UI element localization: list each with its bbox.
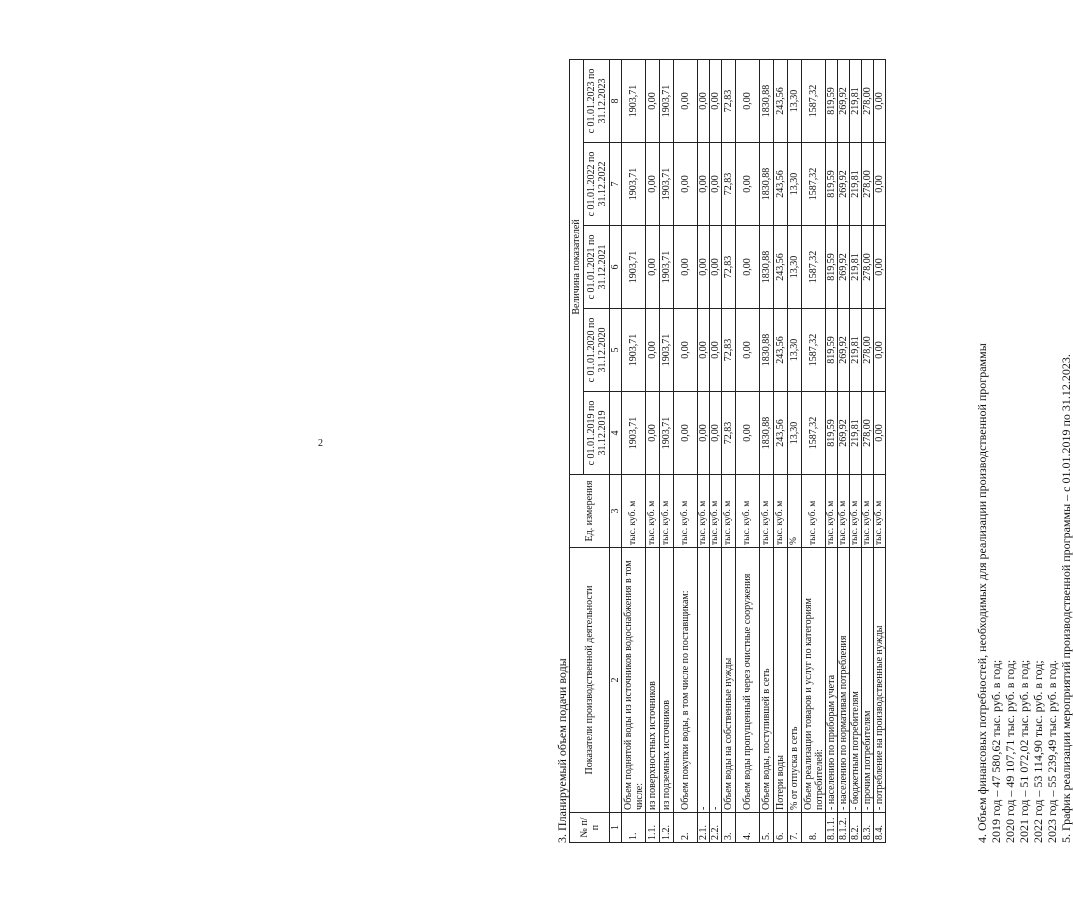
- finance-year-line: 2019 год – 47 580,62 тыс. руб. в год;: [989, 659, 1003, 843]
- row-value: 0,00: [646, 392, 660, 475]
- table-row: [838, 59, 850, 842]
- row-value: 278,00: [862, 143, 874, 226]
- row-value: 0,00: [874, 309, 886, 392]
- row-value: 0,00: [646, 143, 660, 226]
- row-unit: тыс. куб. м: [660, 475, 674, 548]
- row-value: 0,00: [736, 309, 760, 392]
- row-indicator: Объем воды, поступившей в сеть: [760, 548, 774, 813]
- row-value: 72,83: [722, 226, 736, 309]
- row-value: 269,92: [838, 392, 850, 475]
- row-value: 219,81: [850, 226, 862, 309]
- finance-year-line: 2020 год – 49 107,71 тыс. руб. в год;: [1003, 659, 1017, 843]
- header-value: Величина показателей: [570, 59, 584, 474]
- row-value: 269,92: [838, 309, 850, 392]
- row-unit: %: [788, 475, 802, 548]
- row-unit: тыс. куб. м: [838, 475, 850, 548]
- row-value: 0,00: [674, 392, 698, 475]
- row-value: 0,00: [710, 226, 722, 309]
- row-value: 1587,32: [802, 59, 826, 142]
- row-value: 278,00: [862, 226, 874, 309]
- row-number: 2.: [674, 813, 698, 843]
- row-value: 0,00: [674, 309, 698, 392]
- row-value: 0,00: [874, 226, 886, 309]
- column-index: 6: [610, 226, 622, 309]
- header-period: с 01.01.2019 по 31.12.2019: [584, 392, 610, 475]
- row-value: 0,00: [736, 392, 760, 475]
- row-value: 219,81: [850, 59, 862, 142]
- row-value: 0,00: [874, 143, 886, 226]
- row-value: 0,00: [710, 392, 722, 475]
- table-row: [760, 59, 774, 842]
- table-row: [622, 59, 646, 842]
- rotated-page-content: [555, 60, 1073, 843]
- header-period: с 01.01.2022 по 31.12.2022: [584, 143, 610, 226]
- row-number: 8.4.: [874, 813, 886, 843]
- finance-year-line: 2021 год – 51 072,02 тыс. руб. в год;: [1017, 659, 1031, 843]
- row-number: 7.: [788, 813, 802, 843]
- row-value: 13,30: [788, 59, 802, 142]
- row-unit: тыс. куб. м: [826, 475, 838, 548]
- row-value: 1903,71: [622, 59, 646, 142]
- notes-block: [975, 60, 1073, 843]
- row-value: 72,83: [722, 392, 736, 475]
- row-value: 72,83: [722, 309, 736, 392]
- row-value: 1587,32: [802, 309, 826, 392]
- row-indicator: -: [710, 548, 722, 813]
- section-5-title: 5. График реализации мероприятий производственной программы – с 01.01.2019 по 31.12.2023.: [1059, 354, 1073, 843]
- column-index: 5: [610, 309, 622, 392]
- row-value: 1903,71: [622, 309, 646, 392]
- table-row: [722, 59, 736, 842]
- row-value: 0,00: [674, 226, 698, 309]
- row-indicator: - бюджетным потребителям: [850, 548, 862, 813]
- row-value: 219,81: [850, 392, 862, 475]
- row-value: 1903,71: [660, 143, 674, 226]
- row-number: 2.2.: [710, 813, 722, 843]
- row-value: 0,00: [698, 59, 710, 142]
- column-index: 8: [610, 59, 622, 142]
- row-value: 1903,71: [622, 392, 646, 475]
- row-value: 1830,88: [760, 59, 774, 142]
- row-indicator: - потребление на производственные нужды: [874, 548, 886, 813]
- row-number: 8.2.: [850, 813, 862, 843]
- row-value: 0,00: [874, 392, 886, 475]
- row-unit: тыс. куб. м: [722, 475, 736, 548]
- page-number: 2: [318, 438, 323, 449]
- row-value: 13,30: [788, 392, 802, 475]
- row-unit: тыс. куб. м: [646, 475, 660, 548]
- table-row: [850, 59, 862, 842]
- row-value: 269,92: [838, 226, 850, 309]
- row-value: 1903,71: [660, 309, 674, 392]
- column-index: 7: [610, 143, 622, 226]
- row-value: 0,00: [698, 309, 710, 392]
- row-value: 219,81: [850, 143, 862, 226]
- row-value: 278,00: [862, 59, 874, 142]
- row-value: 13,30: [788, 143, 802, 226]
- row-value: 72,83: [722, 59, 736, 142]
- column-index: 2: [610, 548, 622, 813]
- row-unit: тыс. куб. м: [874, 475, 886, 548]
- finance-year-line: 2023 год – 55 239,49 тыс. руб. в год.: [1045, 660, 1059, 843]
- row-number: 8.1.2.: [838, 813, 850, 843]
- row-unit: тыс. куб. м: [736, 475, 760, 548]
- row-value: 269,92: [838, 143, 850, 226]
- water-supply-table: [569, 59, 886, 843]
- row-indicator: - населению по нормативам потребления: [838, 548, 850, 813]
- column-index: 4: [610, 392, 622, 475]
- row-value: 0,00: [710, 59, 722, 142]
- row-value: 219,81: [850, 309, 862, 392]
- row-number: 4.: [736, 813, 760, 843]
- row-value: 1830,88: [760, 143, 774, 226]
- row-value: 819,59: [826, 309, 838, 392]
- table-row: [646, 59, 660, 842]
- row-value: 243,56: [774, 143, 788, 226]
- table-row: [674, 59, 698, 842]
- row-indicator: Объем покупки воды, в том числе по поставщикам:: [674, 548, 698, 813]
- header-no: № п/п: [570, 813, 610, 843]
- row-number: 8.: [802, 813, 826, 843]
- row-value: 0,00: [736, 143, 760, 226]
- table-row: [874, 59, 886, 842]
- row-value: 819,59: [826, 59, 838, 142]
- row-value: 278,00: [862, 309, 874, 392]
- row-value: 0,00: [698, 143, 710, 226]
- table-row: [710, 59, 722, 842]
- header-period: с 01.01.2020 по 31.12.2020: [584, 309, 610, 392]
- row-value: 819,59: [826, 392, 838, 475]
- row-indicator: из подземных источников: [660, 548, 674, 813]
- row-indicator: % от отпуска в сеть: [788, 548, 802, 813]
- row-value: 1903,71: [660, 59, 674, 142]
- row-number: 1.2.: [660, 813, 674, 843]
- row-value: 1903,71: [660, 226, 674, 309]
- section-4-title: 4. Объем финансовых потребностей, необходимых для реализации производственной программы: [975, 343, 989, 843]
- row-value: 0,00: [646, 309, 660, 392]
- row-unit: тыс. куб. м: [862, 475, 874, 548]
- row-value: 1830,88: [760, 226, 774, 309]
- table-row: [736, 59, 760, 842]
- row-value: 819,59: [826, 226, 838, 309]
- row-value: 819,59: [826, 143, 838, 226]
- row-number: 2.1.: [698, 813, 710, 843]
- row-value: 13,30: [788, 309, 802, 392]
- row-unit: тыс. куб. м: [850, 475, 862, 548]
- row-value: 0,00: [874, 59, 886, 142]
- row-value: 0,00: [710, 309, 722, 392]
- row-value: 1903,71: [622, 143, 646, 226]
- row-value: 0,00: [736, 226, 760, 309]
- row-value: 243,56: [774, 59, 788, 142]
- row-indicator: Объем реализации товаров и услуг по категориям потребителей:: [802, 548, 826, 813]
- row-indicator: - прочим потребителям: [862, 548, 874, 813]
- row-value: 0,00: [698, 392, 710, 475]
- row-value: 0,00: [710, 143, 722, 226]
- row-number: 8.3.: [862, 813, 874, 843]
- table-row: [788, 59, 802, 842]
- row-value: 0,00: [646, 59, 660, 142]
- column-index-row: [610, 59, 622, 842]
- row-value: 1587,32: [802, 143, 826, 226]
- table-row: [802, 59, 826, 842]
- column-index: 3: [610, 475, 622, 548]
- header-period: с 01.01.2023 по 31.12.2023: [584, 59, 610, 142]
- row-unit: тыс. куб. м: [674, 475, 698, 548]
- row-value: 1830,88: [760, 392, 774, 475]
- row-indicator: из поверхностных источников: [646, 548, 660, 813]
- row-value: 72,83: [722, 143, 736, 226]
- row-value: 243,56: [774, 392, 788, 475]
- row-unit: тыс. куб. м: [760, 475, 774, 548]
- row-value: 1903,71: [622, 226, 646, 309]
- section-3-title: 3. Планируемый объем подачи воды: [555, 658, 569, 843]
- column-index: 1: [610, 813, 622, 843]
- row-value: 0,00: [674, 59, 698, 142]
- row-unit: тыс. куб. м: [698, 475, 710, 548]
- row-value: 243,56: [774, 226, 788, 309]
- row-number: 5.: [760, 813, 774, 843]
- row-value: 1830,88: [760, 309, 774, 392]
- table-row: [862, 59, 874, 842]
- header-unit: Ед. измерения: [570, 475, 610, 548]
- row-value: 1587,32: [802, 226, 826, 309]
- header-indicator: Показатели производственной деятельности: [570, 548, 610, 813]
- row-value: 0,00: [736, 59, 760, 142]
- table-row: [660, 59, 674, 842]
- row-indicator: Объем воды пропущенный через очистные сооружения: [736, 548, 760, 813]
- row-number: 6.: [774, 813, 788, 843]
- row-value: 269,92: [838, 59, 850, 142]
- row-value: 0,00: [698, 226, 710, 309]
- row-indicator: -: [698, 548, 710, 813]
- row-value: 243,56: [774, 309, 788, 392]
- row-number: 1.: [622, 813, 646, 843]
- row-value: 278,00: [862, 392, 874, 475]
- row-value: 1903,71: [660, 392, 674, 475]
- row-value: 0,00: [674, 143, 698, 226]
- row-value: 0,00: [646, 226, 660, 309]
- row-unit: тыс. куб. м: [774, 475, 788, 548]
- row-indicator: - населению по приборам учета: [826, 548, 838, 813]
- finance-year-line: 2022 год – 53 114,90 тыс. руб. в год;: [1031, 660, 1045, 843]
- table-body: [622, 59, 886, 842]
- row-indicator: Объем воды на собственные нужды: [722, 548, 736, 813]
- header-period: с 01.01.2021 по 31.12.2021: [584, 226, 610, 309]
- row-number: 3.: [722, 813, 736, 843]
- table-row: [826, 59, 838, 842]
- table-row: [774, 59, 788, 842]
- table-header: [570, 59, 622, 842]
- row-unit: тыс. куб. м: [802, 475, 826, 548]
- table-row: [698, 59, 710, 842]
- row-unit: тыс. куб. м: [710, 475, 722, 548]
- row-indicator: Потери воды: [774, 548, 788, 813]
- row-number: 8.1.1.: [826, 813, 838, 843]
- row-value: 13,30: [788, 226, 802, 309]
- row-value: 1587,32: [802, 392, 826, 475]
- row-number: 1.1.: [646, 813, 660, 843]
- row-unit: тыс. куб. м: [622, 475, 646, 548]
- row-indicator: Объем поднятой воды из источников водоснабжения в том числе:: [622, 548, 646, 813]
